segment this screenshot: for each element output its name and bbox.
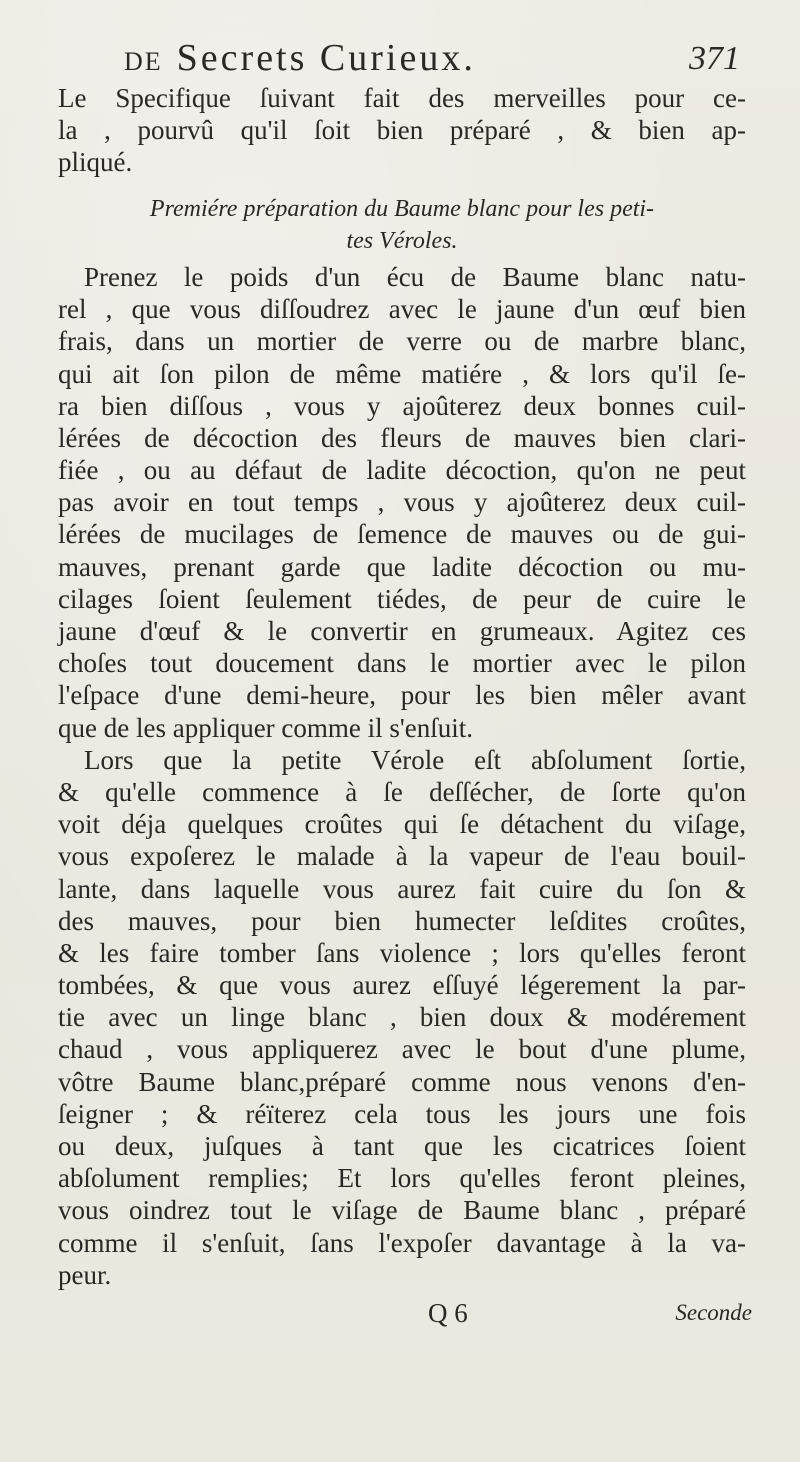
- paragraph-line: abſolument remplies; Et lors qu'elles feront pleines,: [58, 1163, 746, 1194]
- intro-line: pliqué.: [58, 147, 133, 178]
- paragraph-line: Lors que la petite Vérole eſt abſolument ſortie,: [84, 744, 746, 775]
- paragraph-line: ou deux, juſques à tant que les cicatrices ſoient: [58, 1131, 746, 1161]
- page-footer: [124, 1298, 752, 1332]
- intro-line: Le Specifique ſuivant fait des merveilles pour ce-: [58, 83, 746, 113]
- paragraph-line: choſes tout doucement dans le mortier avec le pilon: [58, 648, 746, 679]
- page-number: 371: [689, 40, 740, 77]
- paragraph-line: ſeigner ; & réïterez cela tous les jours une fois: [58, 1098, 746, 1129]
- paragraph-line: tie avec un linge blanc , bien doux & modérement: [58, 1002, 746, 1033]
- paragraph-line: qui ait ſon pilon de même matiére , & lors qu'il ſe-: [58, 358, 746, 389]
- body-text: [58, 82, 746, 1291]
- signature-mark: Q 6: [428, 1298, 468, 1328]
- catchword: Seconde: [675, 1300, 752, 1325]
- running-head-prefix: DE: [124, 47, 163, 76]
- paragraph-line: lante, dans laquelle vous aurez fait cuire du ſon &: [58, 873, 746, 904]
- paragraph-line: frais, dans un mortier de verre ou de marbre blanc,: [58, 326, 746, 357]
- paragraph-line: peur.: [58, 1259, 112, 1290]
- section-heading: tes Véroles.: [346, 227, 458, 254]
- paragraph-line: l'eſpace d'une demi-heure, pour les bien mêler avant: [58, 680, 746, 711]
- paragraph-line: jaune d'œuf & le convertir en grumeaux. Agitez ces: [58, 616, 746, 646]
- paragraph-line: lérées de décoction des fleurs de mauves bien clari-: [58, 422, 746, 453]
- paragraph-line: cilages ſoient ſeulement tiédes, de peur de cuire le: [58, 583, 746, 614]
- paragraph-line: ra bien diſſous , vous y ajoûterez deux bonnes cuil-: [58, 390, 746, 421]
- paragraph-line: vous oindrez tout le viſage de Baume blanc , préparé: [58, 1195, 746, 1226]
- paragraph-line: vous expoſerez le malade à la vapeur de l'eau bouil-: [58, 841, 746, 872]
- section-heading: Premiére préparation du Baume blanc pour les peti-: [149, 195, 655, 222]
- paragraph-line: comme il s'enſuit, ſans l'expoſer davantage à la va-: [58, 1227, 746, 1258]
- paragraph-line: fiée , ou au défaut de ladite décoction, qu'on ne peut: [58, 455, 746, 486]
- paragraph-line: tombées, & que vous aurez eſſuyé légerement la par-: [58, 970, 746, 1001]
- paragraph-line: & les faire tomber ſans violence ; lors qu'elles feront: [58, 937, 746, 968]
- intro-line: la , pourvû qu'il ſoit bien préparé , & bien ap-: [58, 115, 746, 146]
- paragraph-line: Prenez le poids d'un écu de Baume blanc natu-: [84, 261, 746, 292]
- paragraph-line: & qu'elle commence à ſe deſſécher, de ſorte qu'on: [58, 776, 746, 807]
- paragraph-line: chaud , vous appliquerez avec le bout d'une plume,: [58, 1034, 746, 1065]
- paragraph-line: que de les appliquer comme il s'enſuit.: [58, 712, 474, 743]
- paragraph-line: mauves, prenant garde que ladite décoction ou mu-: [58, 551, 746, 582]
- running-head: [124, 36, 476, 80]
- paragraph-line: pas avoir en tout temps , vous y ajoûterez deux cuil-: [58, 487, 746, 518]
- page-header: [124, 36, 740, 86]
- paragraph-line: lérées de mucilages de ſemence de mauves ou de gui-: [58, 519, 746, 550]
- running-head-title: Secrets Curieux.: [176, 37, 476, 79]
- paragraph-line: des mauves, pour bien humecter leſdites croûtes,: [58, 905, 746, 936]
- paragraph-line: rel , que vous diſſoudrez avec le jaune d'un œuf bien: [58, 294, 746, 325]
- paragraph-line: vôtre Baume blanc,préparé comme nous venons d'en-: [58, 1066, 746, 1097]
- paragraph-line: voit déja quelques croûtes qui ſe détachent du viſage,: [58, 809, 746, 840]
